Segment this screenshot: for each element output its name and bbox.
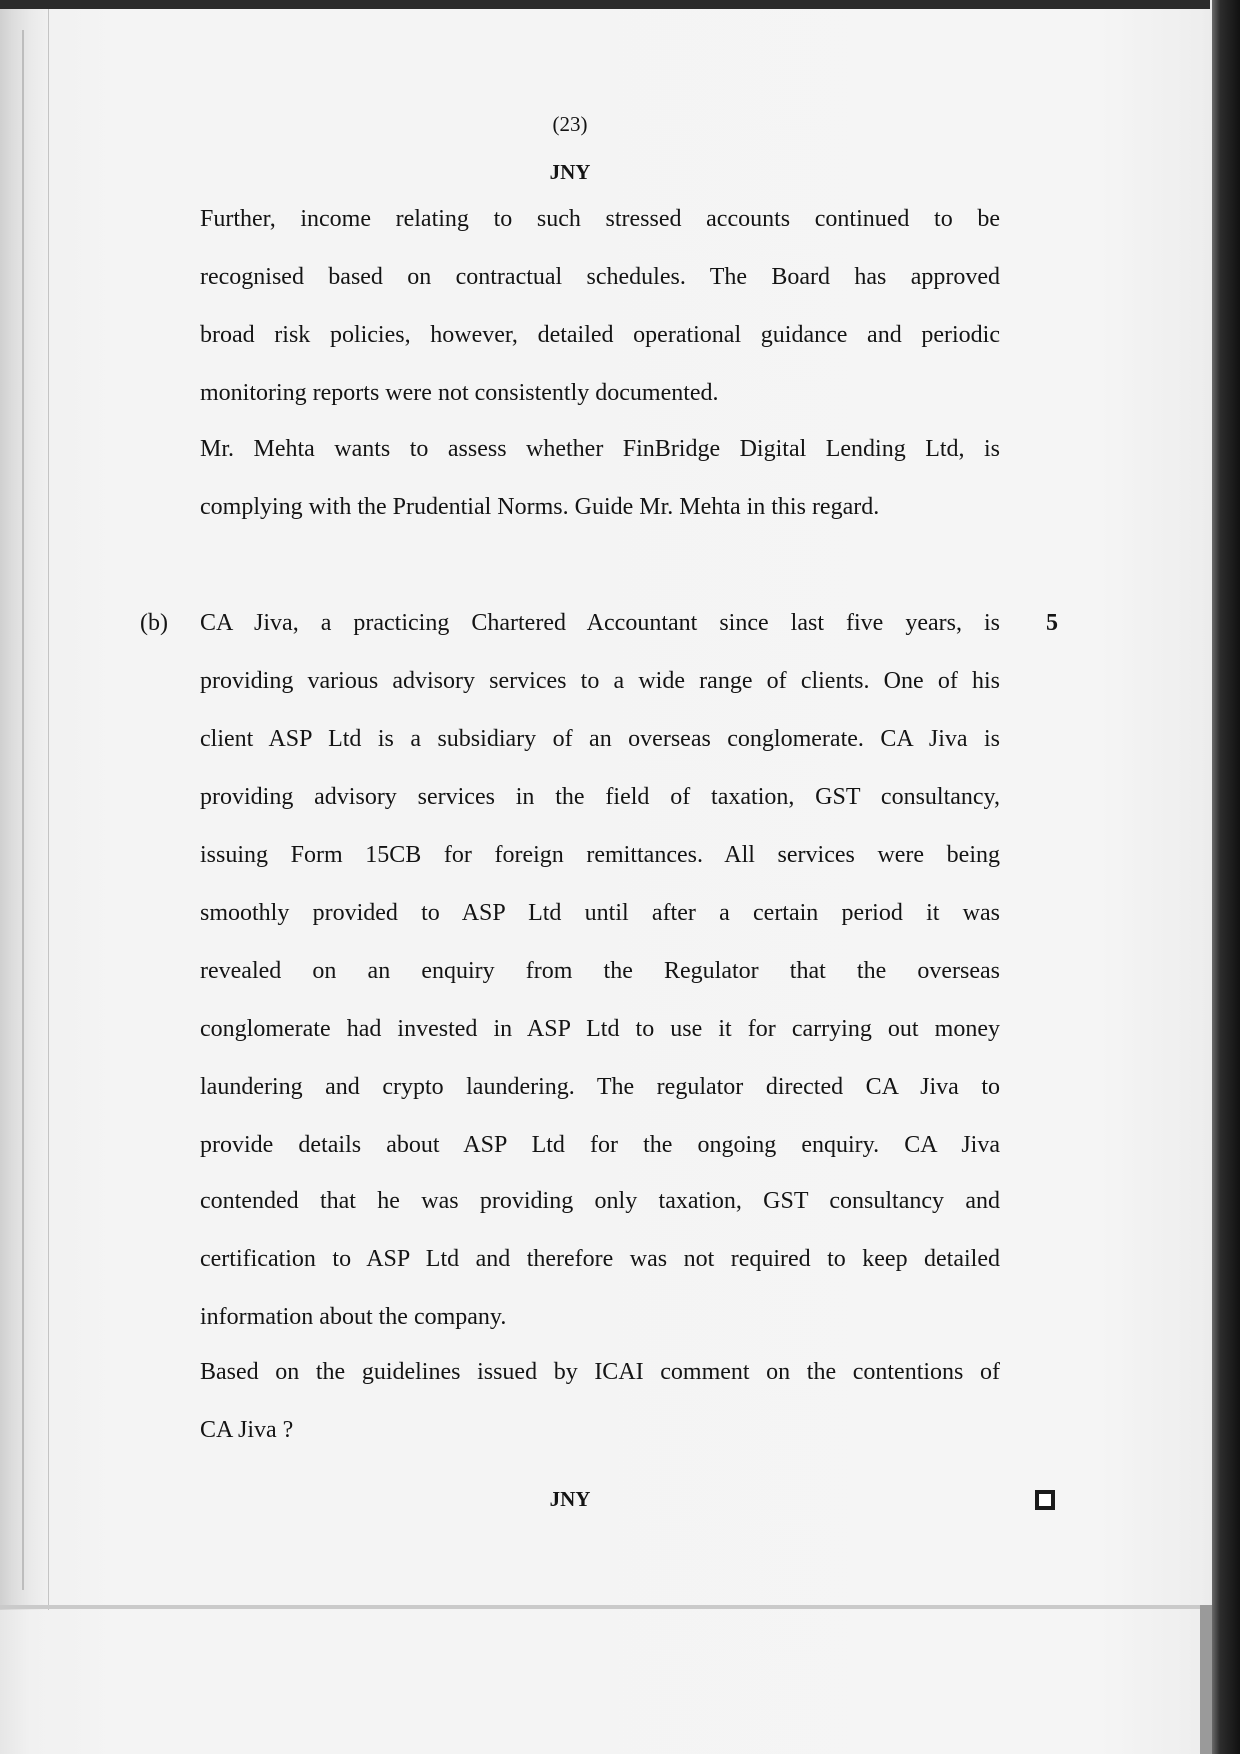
text-line: laundering and crypto laundering. The regulator directed CA Jiva to [200,1074,1000,1100]
text-line: broad risk policies, however, detailed operational guidance and periodic [200,322,1000,348]
question-label: (b) [140,610,168,636]
text-line: providing advisory services in the field of taxation, GST consultancy, [200,784,1000,810]
text-line: certification to ASP Ltd and therefore was not required to keep detailed [200,1246,1000,1272]
text-line: complying with the Prudential Norms. Guide Mr. Mehta in this regard. [200,494,880,520]
text-line: recognised based on contractual schedules. The Board has approved [200,264,1000,290]
paper-code-footer: JNY [549,1487,591,1511]
text-line: Based on the guidelines issued by ICAI comment on the contentions of [200,1359,1000,1385]
text-line: Mr. Mehta wants to assess whether FinBridge Digital Lending Ltd, is [200,436,1000,462]
page-number: (23) [552,112,588,136]
binding-edge [1212,0,1240,1754]
fold-crease [22,30,24,1590]
text-line: conglomerate had invested in ASP Ltd to use it for carrying out money [200,1016,1000,1042]
scan-top-edge [0,0,1210,9]
text-line: monitoring reports were not consistently documented. [200,380,719,406]
text-line: issuing Form 15CB for foreign remittances. All services were being [200,842,1000,868]
text-line: client ASP Ltd is a subsidiary of an overseas conglomerate. CA Jiva is [200,726,1000,752]
text-line: Further, income relating to such stressed accounts continued to be [200,206,1000,232]
text-line: CA Jiva, a practicing Chartered Accountant since last five years, is [200,610,1000,636]
text-line: revealed on an enquiry from the Regulator that the overseas [200,958,1000,984]
text-line: contended that he was providing only taxation, GST consultancy and [200,1188,1000,1214]
binding-edge-lower [1200,1605,1212,1754]
text-line: information about the company. [200,1304,507,1330]
text-line: smoothly provided to ASP Ltd until after a certain period it was [200,900,1000,926]
page-bottom-edge [0,1605,1200,1609]
text-line: provide details about ASP Ltd for the ongoing enquiry. CA Jiva [200,1132,1000,1158]
paper-code-header: JNY [549,160,591,184]
text-line: CA Jiva ? [200,1417,294,1443]
question-marks: 5 [1046,610,1058,636]
text-line: providing various advisory services to a wide range of clients. One of his [200,668,1000,694]
page-fold-shadow [0,0,49,1610]
square-box-icon [1035,1490,1055,1510]
